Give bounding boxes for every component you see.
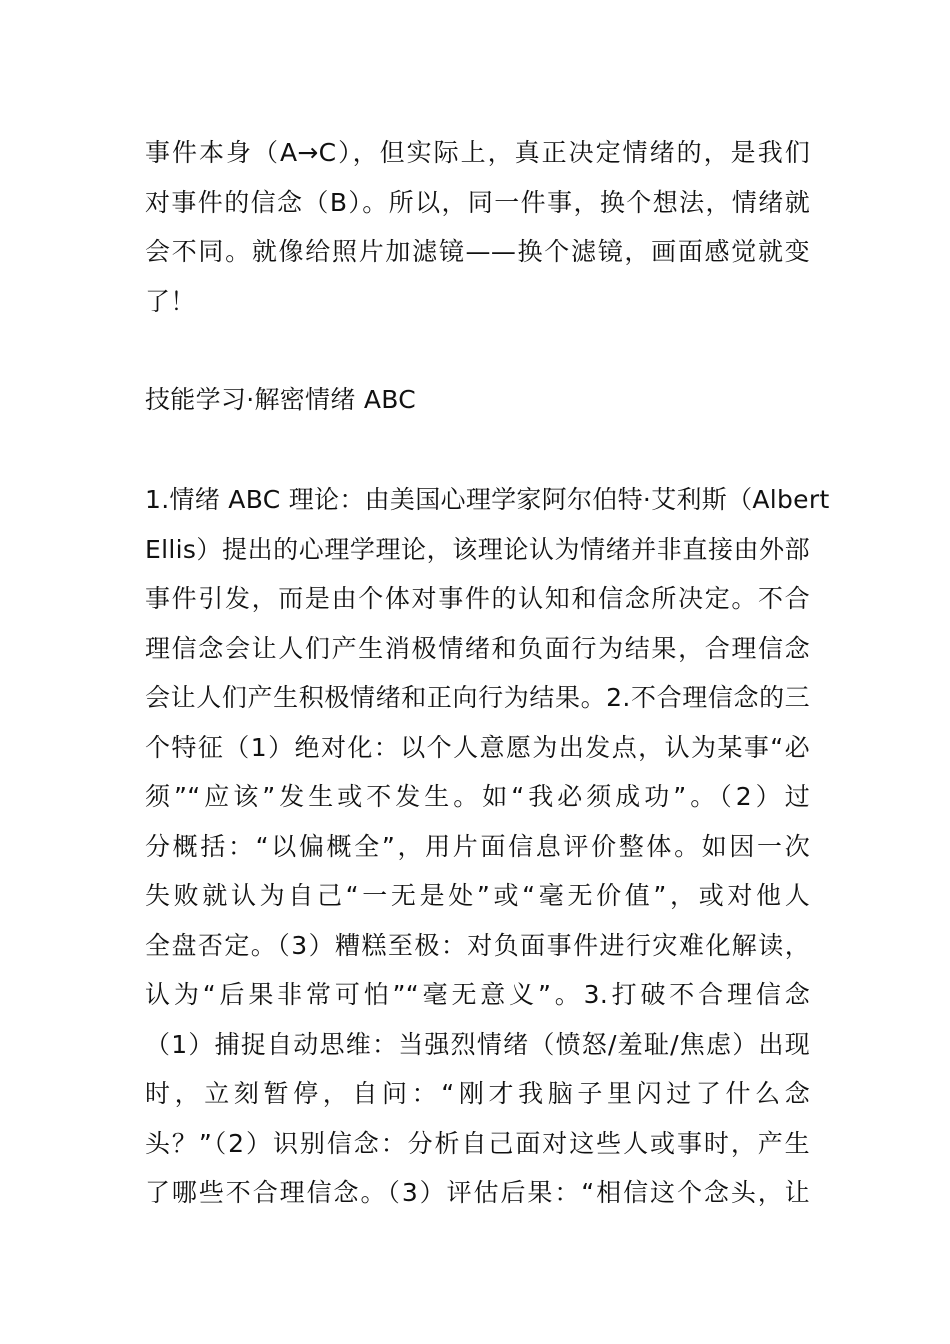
paragraph-line: 头？”（2）识别信念：分析自己面对这些人或事时，产生 bbox=[145, 1128, 810, 1158]
paragraph-line: 会不同。就像给照片加滤镜——换个滤镜，画面感觉就变 bbox=[145, 237, 810, 266]
paragraph-line: 理信念会让人们产生消极情绪和负面行为结果，合理信念 bbox=[145, 633, 810, 663]
paragraph-line: 认为“后果非常可怕”“毫无意义”。3.打破不合理信念 bbox=[145, 980, 810, 1009]
section-heading bbox=[145, 375, 810, 425]
paragraph-line: 了！ bbox=[145, 286, 196, 316]
heading-text: 技能学习·解密情绪 ABC bbox=[145, 385, 417, 414]
paragraph-line: 对事件的信念（B）。所以，同一件事，换个想法，情绪就 bbox=[145, 187, 810, 217]
paragraph-line: 须”“应该”发生或不发生。如“我必须成功”。（2）过 bbox=[145, 782, 810, 811]
paragraph-line: 了哪些不合理信念。（3）评估后果：“相信这个念头，让 bbox=[145, 1178, 810, 1207]
paragraph-line: Ellis）提出的心理学理论，该理论认为情绪并非直接由外部 bbox=[145, 534, 810, 564]
paragraph-line: （1）捕捉自动思维：当强烈情绪（愤怒/羞耻/焦虑）出现 bbox=[145, 1029, 810, 1059]
paragraph-line: 个特征（1）绝对化：以个人意愿为出发点，认为某事“必 bbox=[145, 732, 810, 762]
paragraph-line: 事件引发，而是由个体对事件的认知和信念所决定。不合 bbox=[145, 584, 810, 613]
paragraph-line: 时，立刻暂停，自问：“刚才我脑子里闪过了什么念 bbox=[145, 1079, 810, 1108]
paragraph-line: 失败就认为自己“一无是处”或“毫无价值”，或对他人 bbox=[145, 881, 810, 910]
paragraph-abc-theory bbox=[145, 475, 830, 1218]
paragraph-line: 全盘否定。（3）糟糕至极：对负面事件进行灾难化解读， bbox=[145, 930, 810, 960]
paragraph-line: 事件本身（A→C），但实际上，真正决定情绪的，是我们 bbox=[145, 138, 810, 167]
paragraph-line: 1.情绪 ABC 理论：由美国心理学家阿尔伯特·艾利斯（Albert bbox=[145, 485, 830, 514]
paragraph-line: 会让人们产生积极情绪和正向行为结果。2.不合理信念的三 bbox=[145, 683, 810, 712]
paragraph-line: 分概括：“以偏概全”，用片面信息评价整体。如因一次 bbox=[145, 831, 810, 861]
paragraph-abc-intro bbox=[145, 128, 810, 326]
